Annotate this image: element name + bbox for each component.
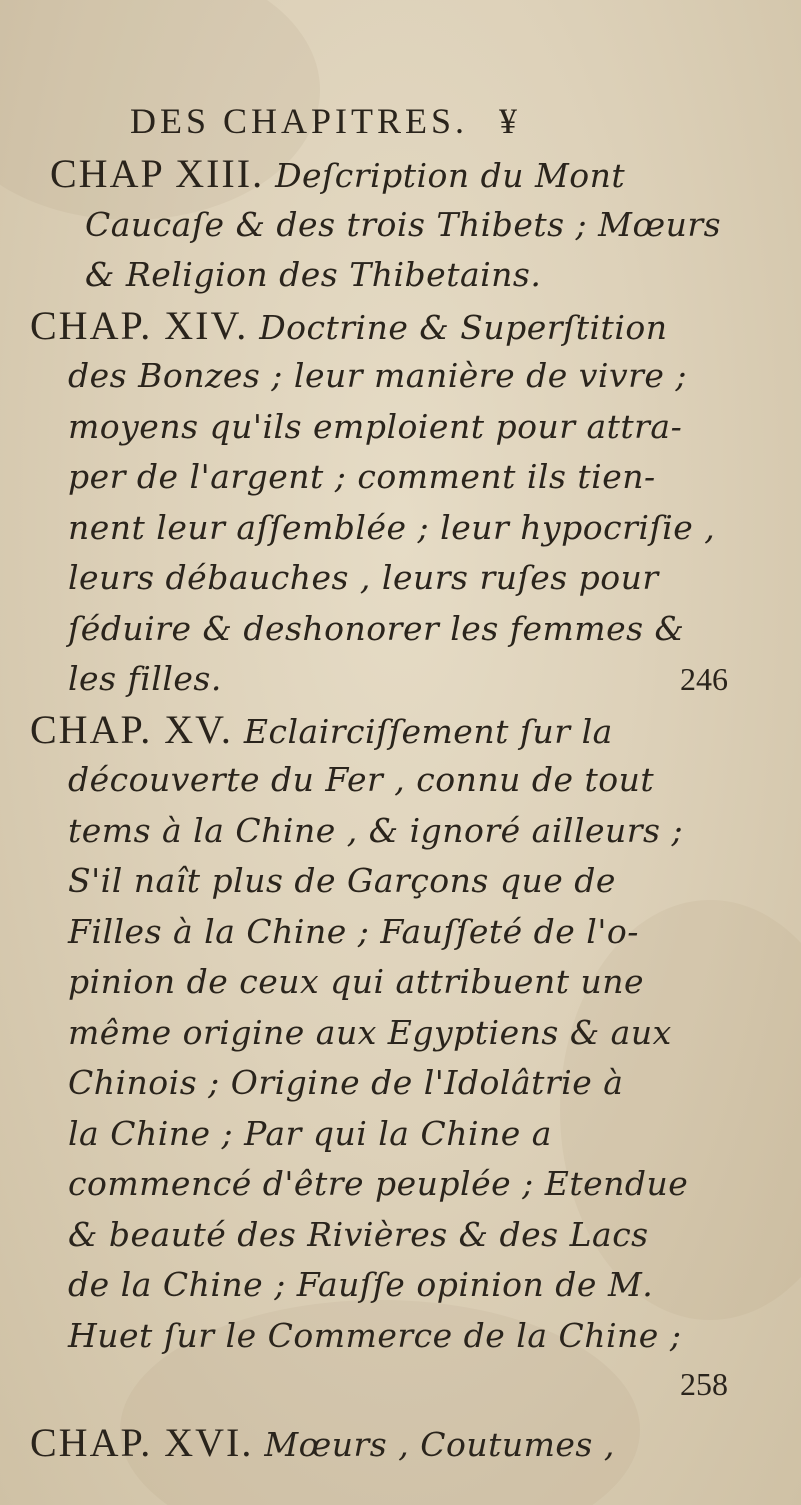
toc-line: tems à la Chine , & ignoré ailleurs ; (68, 810, 684, 850)
toc-line (30, 1421, 615, 1467)
toc-line: moyens qu'ils emploient pour attra- (68, 406, 683, 446)
line-text: Eclairciſſement ſur la (243, 711, 613, 751)
page-number: 258 (680, 1366, 728, 1402)
page-header (130, 100, 521, 142)
toc-line: pinion de ceux qui attribuent une (68, 962, 645, 1001)
toc-line: S'il naît plus de Garçons que de (68, 861, 616, 900)
page-number: 246 (680, 661, 728, 697)
line-text: Doctrine & Superſtition (259, 307, 668, 347)
chapter-heading: CHAP. XV. (30, 706, 233, 752)
toc-line: leurs débauches , leurs ruſes pour (68, 558, 659, 597)
toc-line (30, 708, 613, 754)
toc-line: des Bonzes ; leur manière de vivre ; (68, 356, 687, 395)
toc-line: & Religion des Thibetains. (85, 255, 542, 294)
toc-line: nent leur aſſemblée ; leur hypocriſie , (68, 507, 716, 547)
line-text: Deſcription du Mont (275, 156, 626, 195)
toc-line: Huet ſur le Commerce de la Chine ; (68, 1315, 682, 1355)
toc-line: Caucaſe & des trois Thibets ; Mœurs (85, 204, 722, 244)
toc-line: Chinois ; Origine de l'Idolâtrie à (68, 1063, 624, 1102)
toc-line: même origine aux Egyptiens & aux (68, 1012, 672, 1052)
toc-line: per de l'argent ; comment ils tien- (68, 457, 656, 496)
chapter-heading: CHAP. XVI. (30, 1419, 254, 1465)
toc-line: de la Chine ; Fauſſe opinion de M. (68, 1265, 654, 1304)
toc-line (50, 152, 625, 198)
toc-line (30, 304, 668, 350)
chapter-heading: CHAP. XIV. (30, 302, 249, 348)
toc-line: & beauté des Rivières & des Lacs (68, 1214, 649, 1254)
chapter-heading: CHAP XIII. (50, 151, 265, 196)
toc-line: les filles. (68, 659, 222, 698)
toc-line: ſéduire & deshonorer les femmes & (68, 608, 685, 648)
toc-line: la Chine ; Par qui la Chine a (68, 1113, 552, 1153)
line-text: Mœurs , Coutumes , (253, 1424, 615, 1464)
toc-line: Filles à la Chine ; Fauſſeté de l'o- (68, 911, 639, 951)
toc-line: commencé d'être peuplée ; Etendue (68, 1164, 689, 1203)
header-mark: ¥ (499, 101, 522, 141)
header-title: DES CHAPITRES. (130, 101, 469, 141)
toc-line: découverte du Fer , connu de tout (68, 760, 655, 799)
